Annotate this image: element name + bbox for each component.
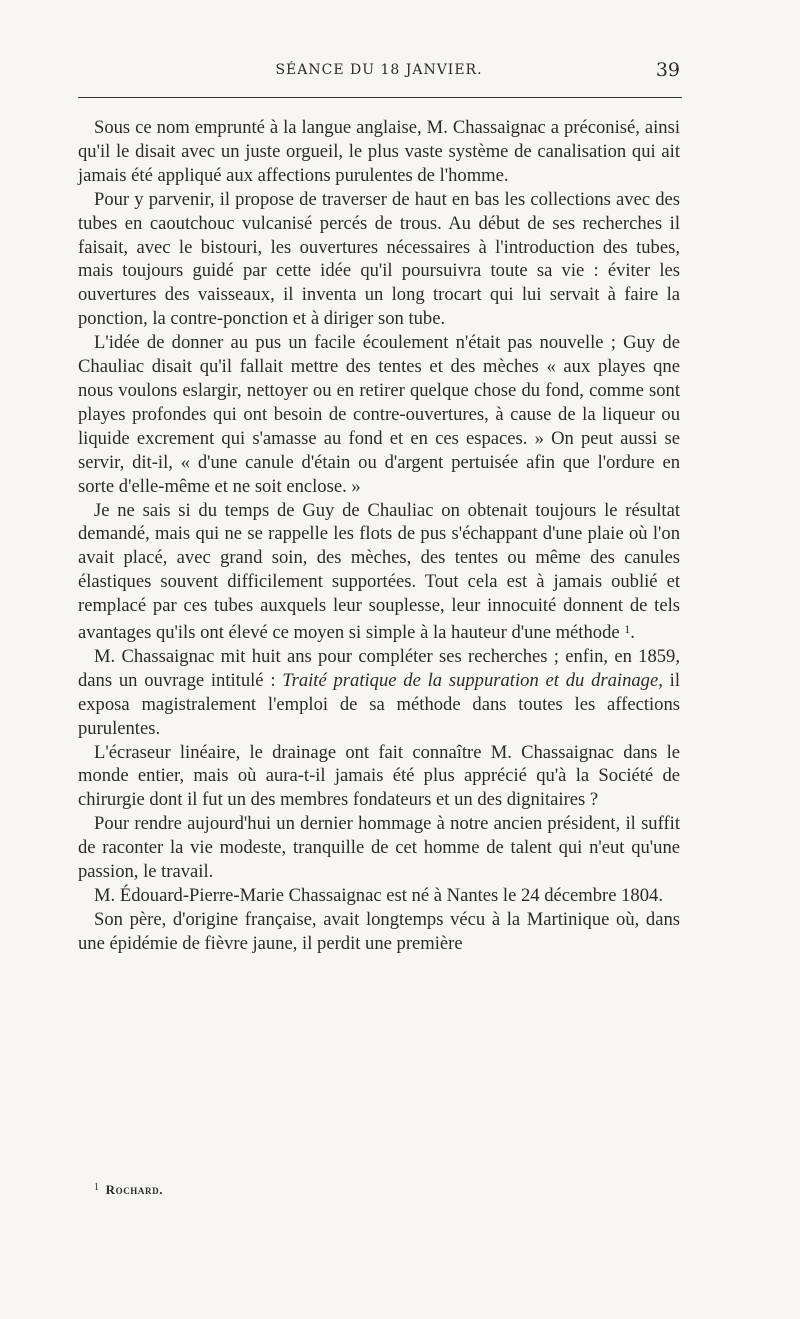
paragraph: M. Édouard-Pierre-Marie Chassaignac est né à Nantes le 24 décembre 1804. <box>94 885 663 906</box>
footnote-text: Rochard. <box>105 1182 164 1197</box>
footnote-reference: 1 <box>624 622 631 637</box>
paragraph-text: il exposa magistralement l'emploi de sa méthode dans toutes les affections purulentes. <box>78 669 680 739</box>
footnote-marker: 1 <box>94 1182 100 1193</box>
paragraph: Sous ce nom emprunté à la langue anglaise, M. Chassaignac a préconisé, ainsi qu'il le disait avec un juste orgueil, le plus vaste système de canalisation qui ait jamais été appliqué aux affections purulentes de l'homme. <box>78 117 680 186</box>
body-text <box>78 116 680 956</box>
paragraph: Son père, d'origine française, avait longtemps vécu à la Martinique où, dans une épidémie de fièvre jaune, il perdit une première <box>78 908 680 954</box>
paragraph: L'écraseur linéaire, le drainage ont fait connaître M. Chassaignac dans le monde entier, mais où aura-t-il jamais été plus apprécié qu'à la Société de chirurgie dont il fut un des membres fondateurs et un des dignitaires ? <box>78 741 680 811</box>
paragraph: Pour y parvenir, il propose de traverser de haut en bas les collections avec des tubes en caoutchouc vulcanisé percés de trous. Au début de ses recherches il faisait, avec le bistouri, les ouvertures nécessaires à l'introduction des tubes, mais toujours guidé par cette idée qu'il poursuivra toute sa vie : éviter les ouvertures des vaisseaux, il inventa un long trocart qui lui servait à faire la ponction, la contre-ponction et à diriger son tube. <box>78 188 680 330</box>
paragraph: L'idée de donner au pus un facile écoulement n'était pas nouvelle ; Guy de Chauliac disait qu'il fallait mettre des tentes et des mèches « aux playes qne nous voulons eslargir, nettoyer ou en retirer quelque chose du fond, comme sont playes profondes qui ont besoin de contre-ouvertures, à cause de la liqueur ou liquide excrement qui s'amasse au fond et en ces espaces. » On peut aussi se servir, dit-il, « d'une canule d'étain ou d'argent pertuisée afin que l'ordure en sorte d'elle-même et ne soit enclose. » <box>78 332 680 497</box>
book-title: Traité pratique de la suppuration et du drainage, <box>282 669 663 691</box>
paragraph-text: M. Chassaignac mit huit ans pour compléter ses recherches ; enfin, en 1859, dans un ouvrage intitulé : <box>78 645 680 691</box>
running-head <box>78 59 680 88</box>
header-rule <box>78 97 682 98</box>
page-number: 39 <box>655 59 680 81</box>
paragraph: Pour rendre aujourd'hui un dernier hommage à notre ancien président, il suffit de raconter la vie modeste, tranquille de cet homme de talent qui n'eut qu'une passion, le travail. <box>78 813 680 883</box>
paragraph <box>78 645 680 741</box>
paragraph: Je ne sais si du temps de Guy de Chauliac on obtenait toujours le résultat demandé, mais qui ne se rappelle les flots de pus s'échappant d'une plaie où l'on avait placé, avec grand soin, des mèches, des tentes ou même des canules élastiques souvent difficilement supportées. Tout cela est à jamais oublié et remplacé par ces tubes auxquels leur souplesse, leur innocuité donnent de tels avantages qu'ils ont élevé ce moyen si simple à la hauteur d'une méthode $^1$. <box>78 499 680 644</box>
footnote <box>94 1182 163 1198</box>
paragraph-text: Je ne sais si du temps de Guy de Chauliac on obtenait toujours le résultat demandé, mais qui ne se rappelle les flots de pus s'échappant d'une plaie où l'on avait placé, avec grand soin, des mèches, des tentes ou même des canules élastiques souvent difficilement supportées. Tout cela est à jamais oublié et remplacé par ces tubes auxquels leur souplesse, leur innocuité donnent de tels avantages qu'ils ont élevé ce moyen si simple à la hauteur d'une méthode <box>78 499 680 644</box>
running-title: SÉANCE DU 18 JANVIER. <box>275 62 483 78</box>
